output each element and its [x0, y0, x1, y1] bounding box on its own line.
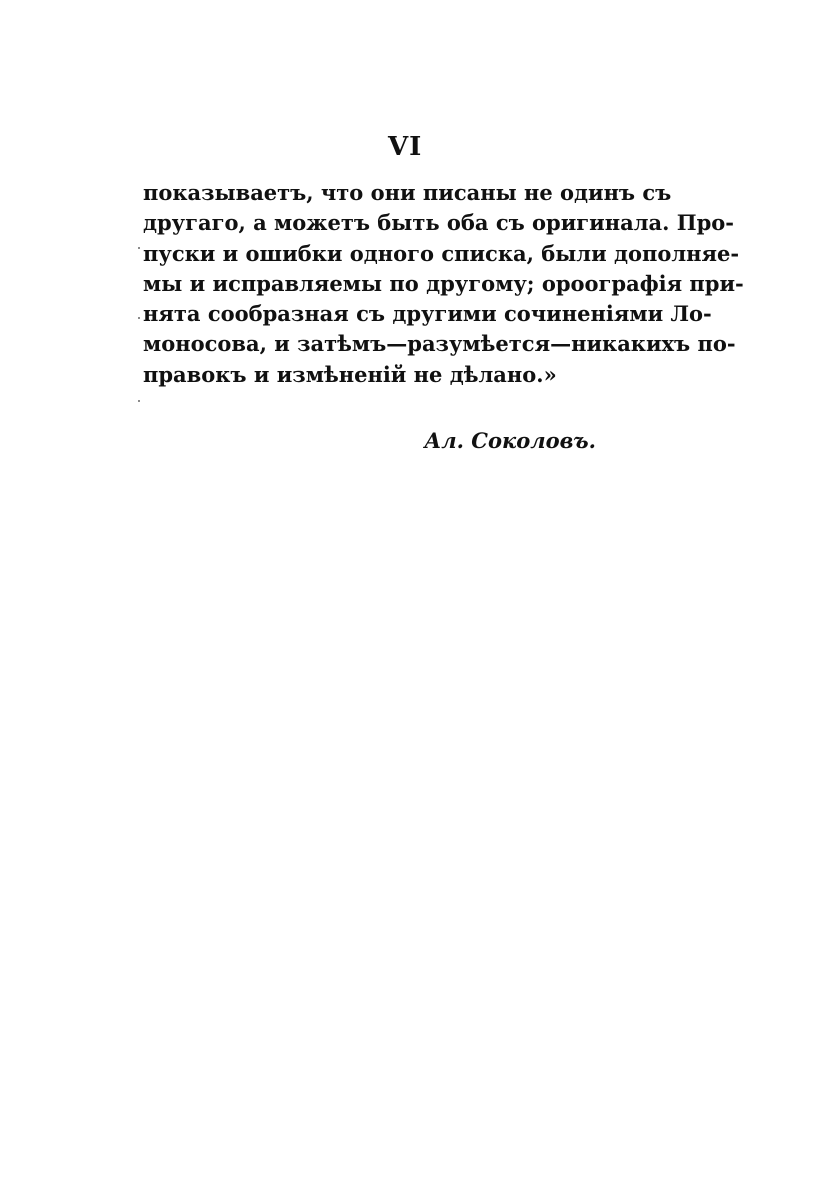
text-line: показываетъ, что они писаны не одинъ съ [143, 180, 672, 205]
text-line: нята сообразная съ другими сочиненіями Ло- [143, 301, 712, 327]
body-text [143, 178, 744, 390]
margin-speck [138, 317, 140, 319]
margin-speck [138, 400, 140, 402]
text-line: мы и исправляемы по другому; ороографія при- [143, 270, 744, 296]
text-line: правокъ и измѣненій не дѣлано.» [143, 361, 557, 387]
page-number: VI [388, 132, 423, 162]
text-line: пуски и ошибки одного списка, были дополняе- [143, 240, 740, 266]
text-line: моносова, и затѣмъ—разумѣется—никакихъ по- [143, 331, 736, 357]
author-signature: Ал. Соколовъ. [424, 428, 596, 453]
text-line: другаго, а можетъ быть оба съ оригинала. Про- [143, 210, 734, 236]
margin-speck [138, 247, 140, 249]
